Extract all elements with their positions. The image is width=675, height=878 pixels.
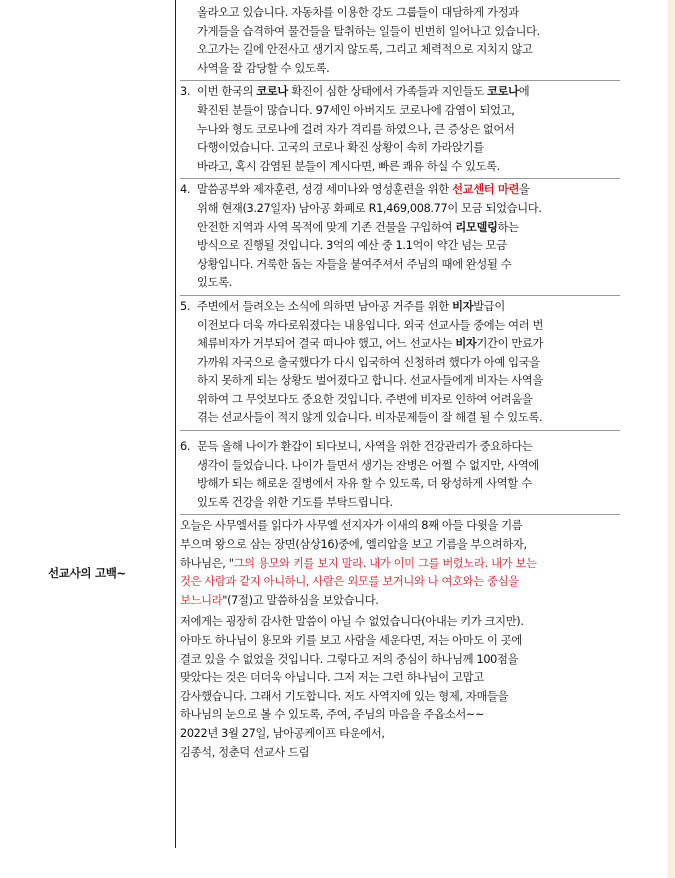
text-run: 발급이: [473, 299, 505, 313]
text-run: 확진된 분들이 많습니다. 97세인 아버지도 코로나에 감염이 되었고,: [197, 103, 515, 117]
highlight-text: 보느니라: [180, 593, 223, 607]
bold-text: 코로나: [487, 85, 519, 99]
text-run: 부으며 왕으로 삼는 장면(삼상16)중에, 엘리압을 보고 기름을 부으려하자,: [180, 538, 527, 552]
text-run: 결코 있을 수 없었을 것입니다. 그렇다고 저의 중심이 하나님께 100점을: [180, 652, 519, 666]
prayer-item: [180, 83, 620, 179]
page-edge-strip: [668, 0, 675, 878]
bold-text: 비자: [452, 299, 474, 313]
item-text: [197, 298, 620, 428]
item-text: [197, 438, 620, 512]
intro-line: 사역을 잘 감당할 수 있도록.: [197, 61, 330, 75]
text-line: [197, 354, 620, 373]
text-run: 바라고, 혹시 감염된 분들이 계시다면, 빠른 쾌유 하실 수 있도록.: [197, 159, 500, 173]
text-run: 오늘은 사무엘서를 읽다가 사무엘 선지자가 이새의 8째 아들 다윗을 기름: [180, 519, 523, 533]
intro-line: 오고가는 길에 안전사고 생기지 않도록, 그리고 체력적으로 지치지 않고: [197, 43, 533, 57]
text-run: 생각이 들었습니다. 나이가 들면서 생기는 잔병은 어쩔 수 없지만, 사역에: [197, 458, 539, 472]
prayer-item: [180, 181, 620, 296]
text-line: [197, 475, 620, 494]
highlight-text: 선교센터 마련: [452, 183, 520, 197]
text-line: [197, 200, 620, 219]
item-number: 3.: [180, 85, 191, 99]
text-line: [180, 573, 620, 592]
text-line: [197, 335, 620, 354]
text-run: 이번 한국의: [197, 85, 257, 99]
text-line: [197, 181, 620, 200]
text-run: 이전보다 더욱 까다로워졌다는 내용입니다. 외국 선교사들 중에는 여러 번: [197, 318, 544, 332]
text-run: 하는: [497, 220, 519, 234]
text-line: [180, 517, 620, 536]
text-run: 위하여 그 무엇보다도 중요한 것입니다. 주변에 비자로 인하여 어려움을: [197, 392, 533, 406]
highlight-text: 것은 사람과 같지 아니하니, 사람은 외모를 보거니와 나 여호와는 중심을: [180, 575, 519, 589]
text-run: 맞았다는 것은 더더욱 아닙니다. 그저 저는 그런 하나님이 고맙고: [180, 671, 484, 685]
text-line: [197, 438, 620, 457]
text-run: 가까워 자국으로 출국했다가 다시 입국하여 신청하려 했다가 아예 입국을: [197, 355, 540, 369]
text-line: [180, 706, 620, 725]
letter-content: [180, 4, 620, 762]
item-number: 4.: [180, 183, 191, 197]
text-run: 체류비자가 거부되어 결국 떠나야 했고, 어느 선교사는: [197, 337, 456, 351]
text-line: [197, 219, 620, 238]
text-line: [197, 139, 620, 158]
text-run: 안전한 지역과 사역 목적에 맞게 기존 건물을 구입하여: [197, 220, 456, 234]
highlight-text: 그의 용모와 키를 보지 말라. 내가 이미 그를 버렸노라. 내가 보는: [233, 556, 537, 570]
item-number: 6.: [180, 440, 191, 454]
intro-line: 올라오고 있습니다. 자동차를 이용한 강도 그룹들이 대담하게 가정과: [197, 6, 519, 19]
bold-text: 코로나: [256, 85, 288, 99]
text-run: 다행이었습니다. 고국의 코로나 확진 상황이 속히 가라앉기를: [197, 141, 484, 155]
bold-text: 비자: [455, 337, 477, 351]
text-line: [197, 409, 620, 428]
text-run: 누나와 형도 코로나에 걸려 자가 격리를 하였으나, 큰 증상은 없어서: [197, 122, 515, 136]
text-line: [180, 592, 620, 611]
item-text: [197, 83, 620, 176]
prayer-list: [180, 83, 620, 515]
text-run: 을: [519, 183, 530, 197]
text-line: [197, 256, 620, 275]
intro-line: 가게들을 습격하여 물건들을 탈취하는 일들이 빈번히 일어나고 있습니다.: [197, 24, 540, 38]
text-run: 저에게는 굉장히 감사한 말씀이 아닐 수 없었습니다(아내는 키가 크지만).: [180, 615, 524, 629]
text-line: [197, 121, 620, 140]
text-run: 아마도 하나님이 용모와 키를 보고 사람을 세운다면, 저는 아마도 이 곳에: [180, 634, 522, 647]
letter-signature: 김종석, 정춘덕 선교사 드림: [180, 745, 310, 759]
text-line: [197, 457, 620, 476]
text-run: 하지 못하게 되는 상황도 벌어졌다고 합니다. 선교사들에게 비자는 사역을: [197, 374, 544, 388]
text-run: 주변에서 들려오는 소식에 의하면 남아공 거주를 위한: [197, 299, 453, 313]
text-line: [197, 158, 620, 177]
text-run: 위해 현재(3.27일자) 남아공 화폐로 R1,469,008.77이 모금 되었습니다.: [197, 201, 542, 215]
text-run: 감사했습니다. 그래서 기도합니다. 저도 사역지에 있는 형제, 자매들을: [180, 689, 509, 703]
bold-text: 리모델링: [455, 220, 498, 234]
text-run: 말씀공부와 제자훈련, 성경 세미나와 영성훈련을 위한: [197, 183, 453, 197]
text-run: 기간이 만료가: [476, 337, 544, 351]
letter-paragraph: [180, 613, 620, 725]
text-line: [197, 102, 620, 121]
text-run: 상황입니다. 거룩한 돕는 자들을 붙여주셔서 주님의 때에 완성될 수: [197, 257, 512, 271]
text-line: [180, 651, 620, 670]
item-number: 5.: [180, 299, 191, 313]
text-run: 에: [518, 85, 530, 99]
text-run: 방식으로 진행될 것입니다. 3억의 예산 중 1.1억이 약간 넘는 모금: [197, 239, 507, 253]
text-line: [197, 317, 620, 336]
confession-letter: [180, 517, 620, 762]
text-line: [197, 274, 620, 293]
text-line: [197, 391, 620, 410]
text-run: "(7절)고 말씀하심을 보았습니다.: [222, 593, 379, 607]
text-line: [180, 632, 620, 651]
prayer-item: [180, 438, 620, 515]
text-run: 하나님은, ": [180, 556, 234, 570]
text-line: [197, 494, 620, 513]
text-line: [180, 613, 620, 632]
text-line: [197, 298, 620, 317]
item-text: [197, 181, 620, 293]
text-run: 있도록.: [197, 276, 232, 290]
text-line: [197, 372, 620, 391]
text-run: 문득 올해 나이가 환갑이 되다보니, 사역을 위한 건강관리가 중요하다는: [197, 440, 533, 454]
intro-block: [180, 4, 620, 81]
text-run: 겪는 선교사들이 적지 않게 있습니다. 비자문제들이 잘 해결 될 수 있도록.: [197, 411, 543, 425]
letter-paragraph: [180, 517, 620, 610]
text-line: [180, 555, 620, 574]
text-line: [180, 536, 620, 555]
table-divider: [175, 0, 176, 848]
text-run: 방해가 되는 해로운 질병에서 자유 할 수 있도록, 더 왕성하게 사역할 수: [197, 477, 532, 491]
text-run: 확진이 심한 상태에서 가족들과 지인들도: [288, 85, 488, 99]
text-run: 있도록 건강을 위한 기도를 부탁드립니다.: [197, 495, 393, 509]
text-line: [180, 669, 620, 688]
letter-date: 2022년 3월 27일, 남아공케이프 타운에서,: [180, 726, 385, 740]
text-line: [180, 688, 620, 707]
section-label: 선교사의 고백~: [48, 566, 126, 580]
prayer-item: [180, 298, 620, 431]
text-run: 하나님의 눈으로 볼 수 있도록, 주여, 주님의 마음을 주옵소서~~: [180, 708, 485, 722]
text-line: [197, 237, 620, 256]
text-line: [197, 83, 620, 102]
